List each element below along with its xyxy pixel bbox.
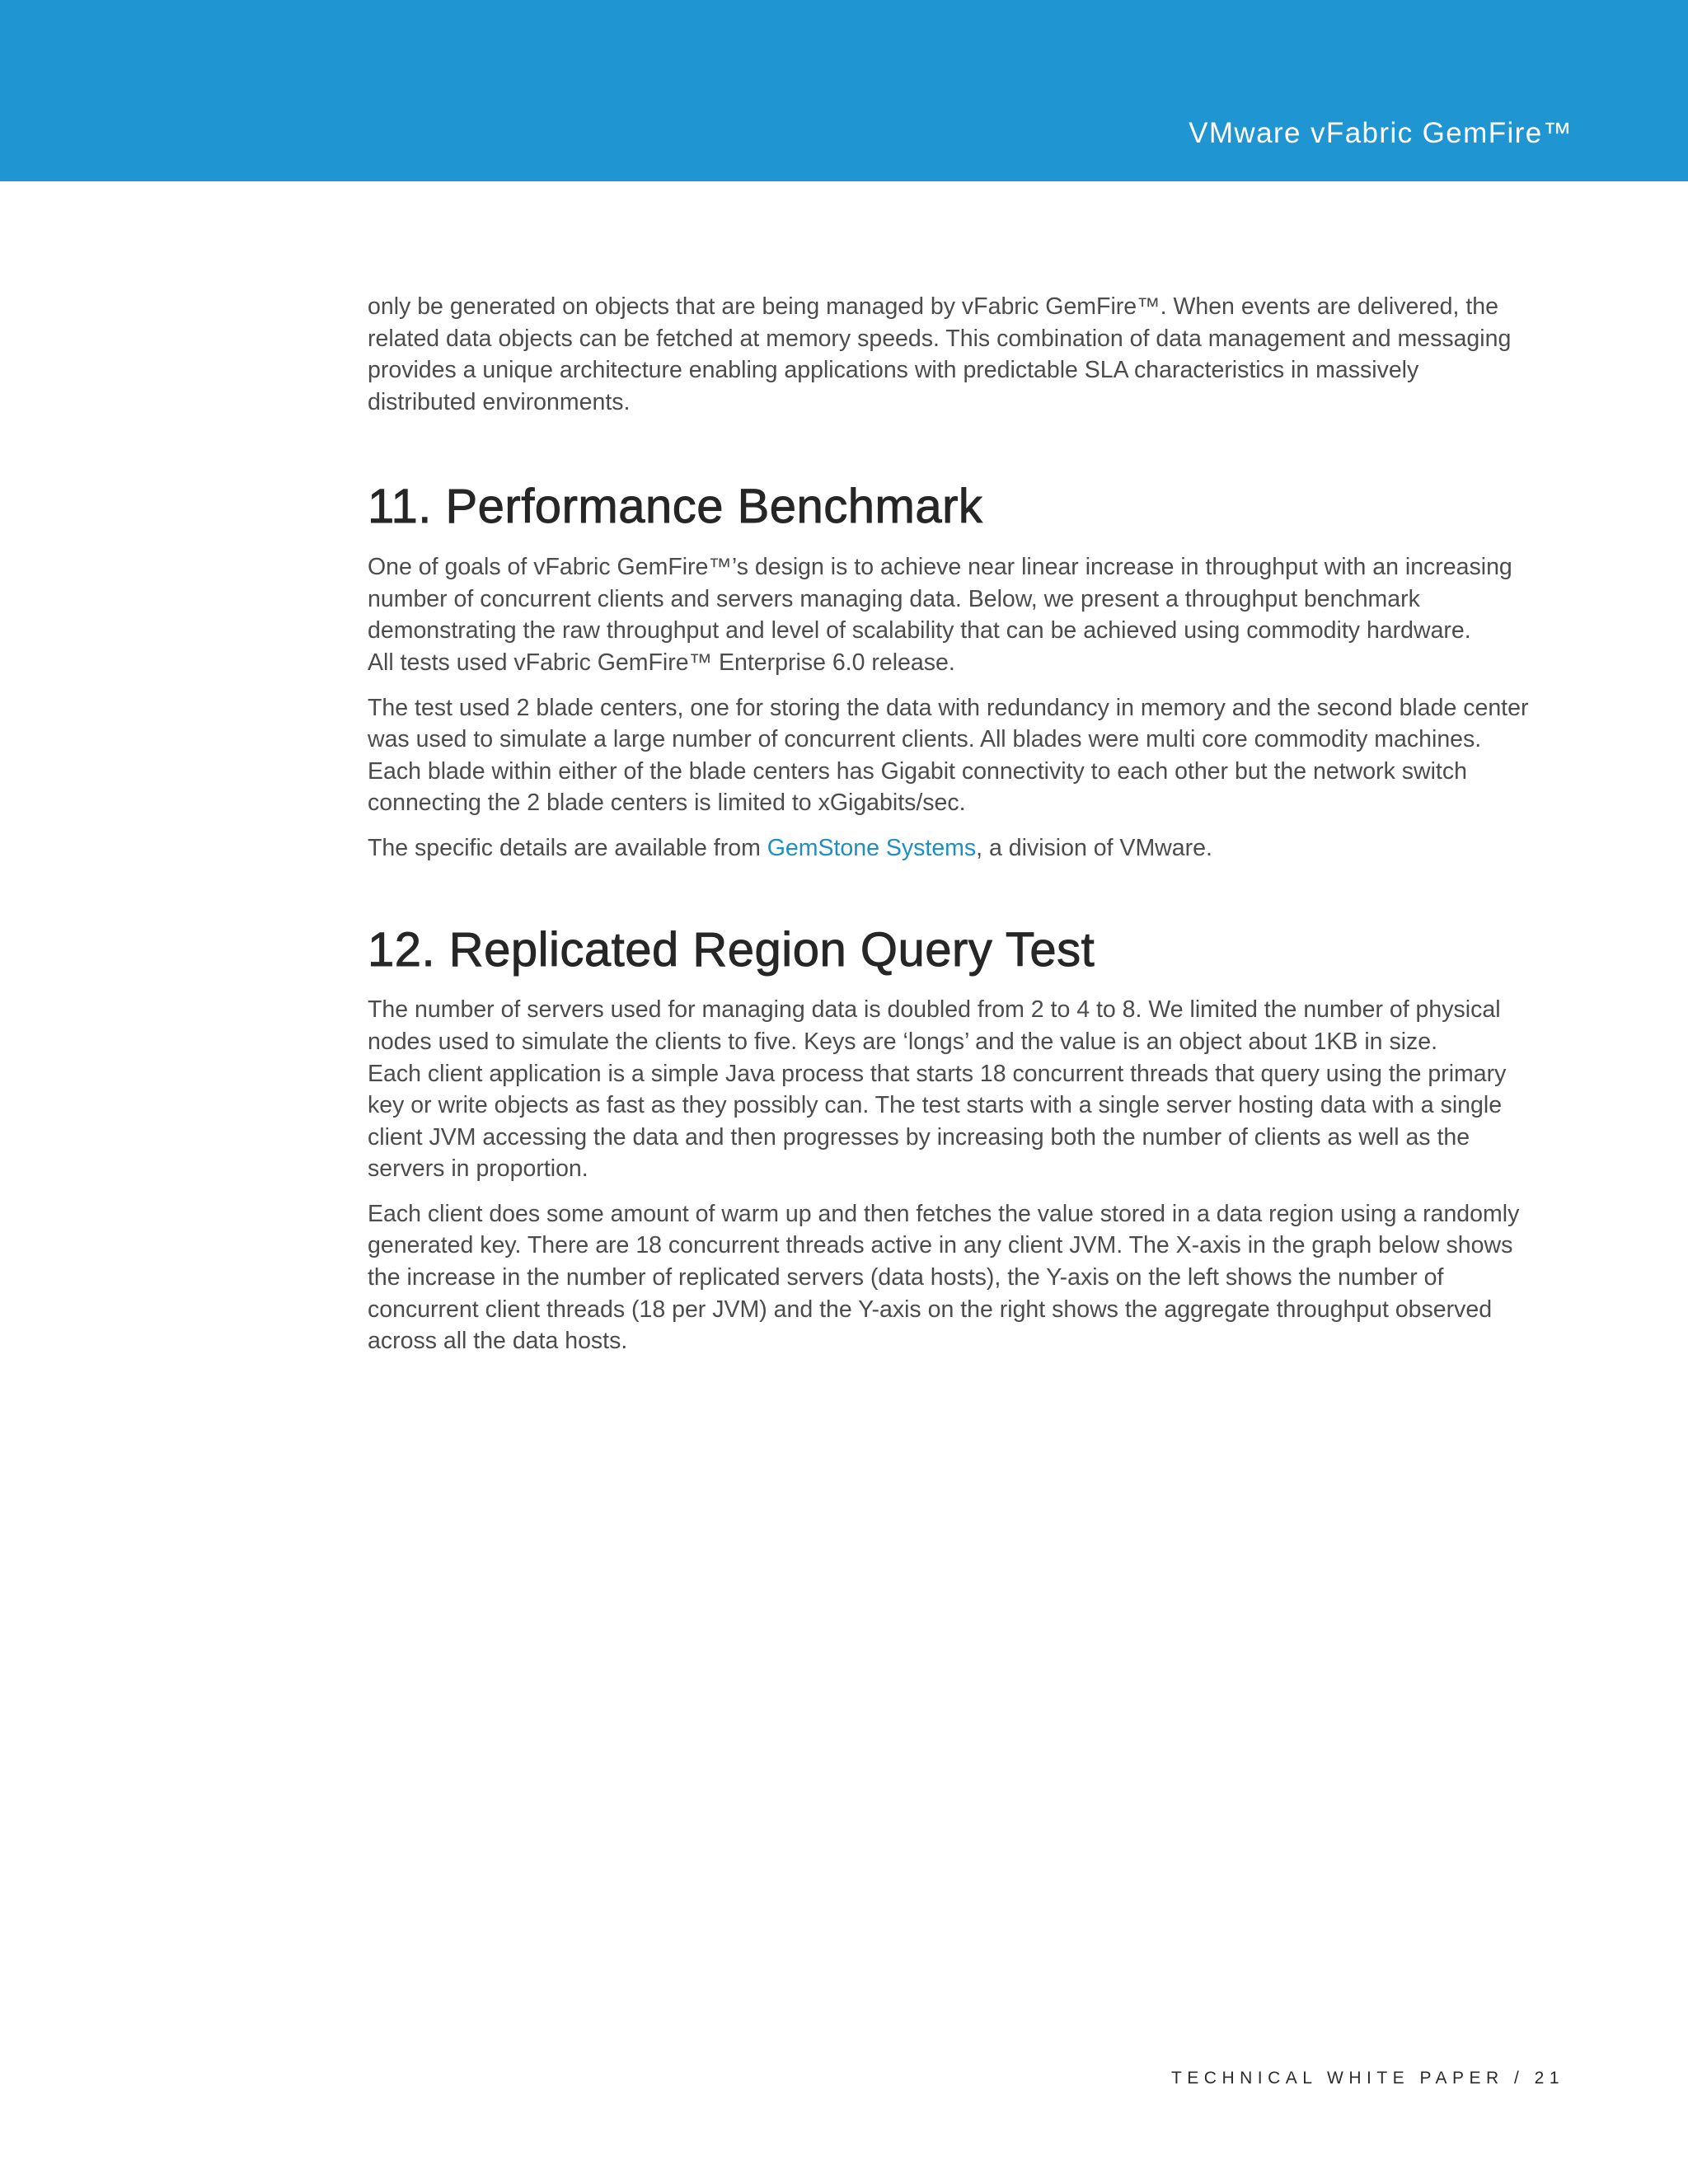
header-title: VMware vFabric GemFire™ [1189, 117, 1573, 149]
details-text-before: The specific details are available from [368, 834, 767, 861]
header-band [0, 0, 1688, 181]
section-12-heading: 12. Replicated Region Query Test [368, 922, 1095, 977]
main-content [368, 291, 1571, 1371]
section-12-paragraph-1: The number of servers used for managing data is doubled from 2 to 4 to 8. We limited the number of physical nodes used to simulate the clients to five. Keys are ‘longs’ and the value is an object about 1KB in size. Each client application is a simple Java process that starts 18 concurrent threads that query using the primary key or write objects as fast as they possibly can. The test starts with a single server hosting data with a single client JVM accessing the data and then progresses by increasing both the number of clients as well as the servers in proportion. [368, 996, 1507, 1183]
gemstone-systems-link[interactable]: GemStone Systems [767, 834, 977, 861]
section-11-paragraph-1: One of goals of vFabric GemFire™’s design is to achieve near linear increase in throughput with an increasing number of concurrent clients and servers managing data. Below, we present a throughput benchmark demonstrating the raw throughput and level of scalability that can be achieved using commodity hardware. All tests used vFabric GemFire™ Enterprise 6.0 release. [368, 554, 1512, 676]
details-text-after: , a division of VMware. [976, 834, 1212, 861]
section-12-paragraph-2: Each client does some amount of warm up and then fetches the value stored in a data region using a randomly generated key. There are 18 concurrent threads active in any client JVM. The X-axis in the graph below shows the increase in the number of replicated servers (data hosts), the Y-axis on the left shows the number of concurrent client threads (18 per JVM) and the Y-axis on the right shows the aggregate throughput observed across all the data hosts. [368, 1200, 1520, 1355]
section-11-paragraph-2: The test used 2 blade centers, one for storing the data with redundancy in memory and the second blade center was used to simulate a large number of concurrent clients. All blades were multi core commodity machines. Each blade within either of the blade centers has Gigabit connectivity to each other but the network switch connecting the 2 blade centers is limited to xGigabits/sec. [368, 694, 1529, 817]
section-11-paragraph-3 [368, 832, 1571, 865]
intro-paragraph: only be generated on objects that are being managed by vFabric GemFire™. When events are delivered, the related data objects can be fetched at memory speeds. This combination of data management and messaging provides a unique architecture enabling applications with predictable SLA characteristics in massively distributed environments. [368, 293, 1512, 415]
section-11-heading: 11. Performance Benchmark [368, 480, 983, 534]
page-footer: TECHNICAL WHITE PAPER / 21 [1170, 2069, 1564, 2088]
